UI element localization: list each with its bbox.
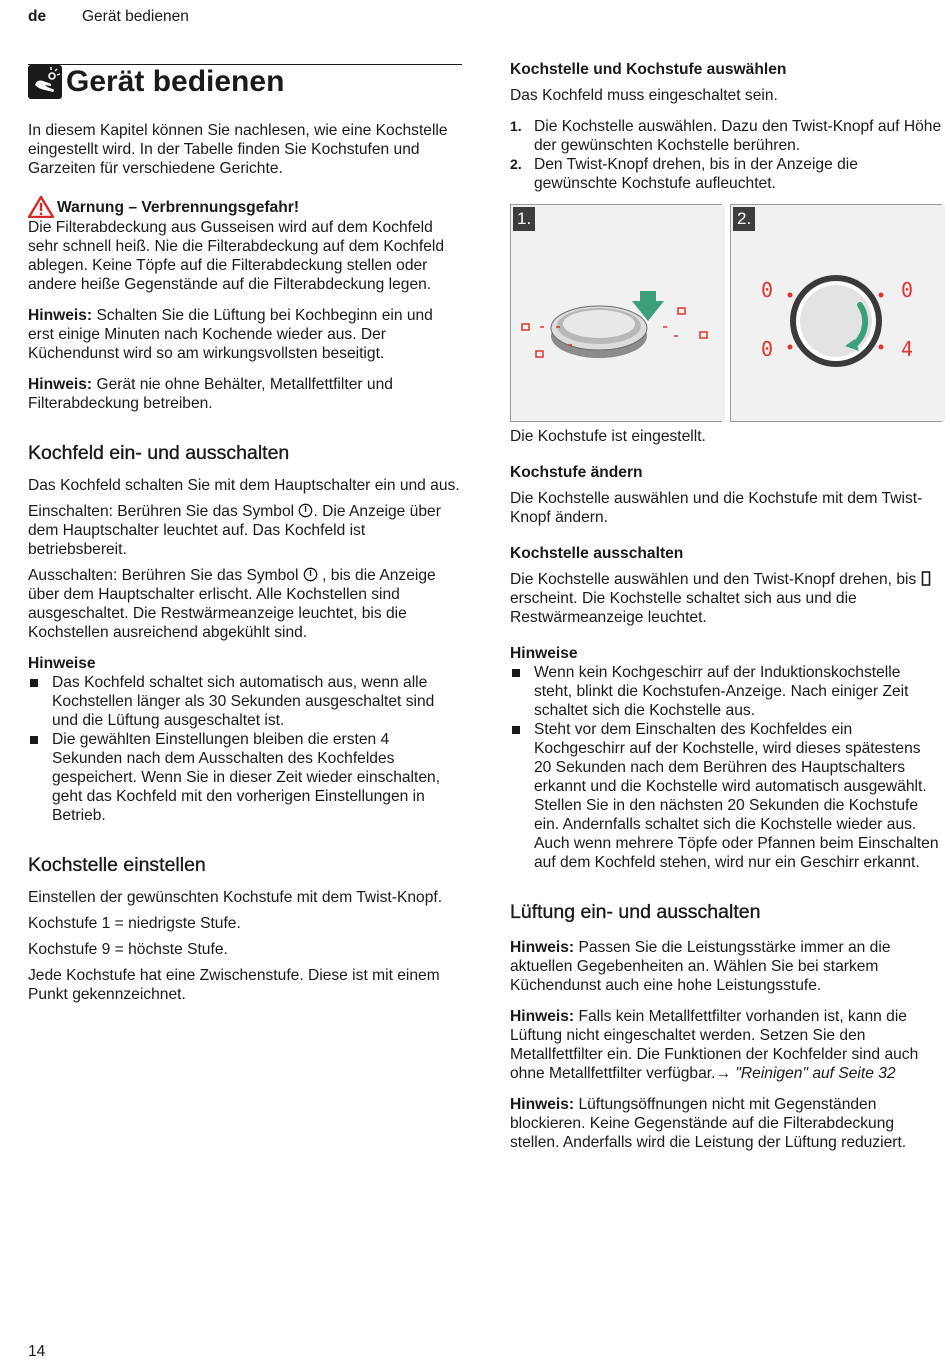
hint-label: Hinweis: bbox=[28, 307, 93, 324]
twist-knob-turn-illustration bbox=[731, 205, 945, 421]
hint-text: Lüftungsöffnungen nicht mit Gegenständen blockieren. Keine Gegenstände auf die Filterabdeckung stellen. Anderfalls wird die Leistung der Lüftung reduziert. bbox=[510, 1096, 907, 1151]
ventilation-hint-power bbox=[510, 938, 942, 995]
hints-list bbox=[510, 663, 942, 834]
hint-text: Passen Sie die Leistungsstärke immer an die aktuellen Gegebenheiten an. Wählen Sie bei starkem Küchendunst auch eine hohe Leistungsstufe. bbox=[510, 939, 891, 994]
figure-caption: Die Kochstufe ist eingestellt. bbox=[510, 428, 706, 445]
warning-text: Die Filterabdeckung aus Gusseisen wird auf dem Kochfeld sehr schnell heiß. Nie die Filterabdeckung auf dem Kochfeld ablegen. Keine Töpfe auf die Filterabdeckung stellen oder andere heiße Gegenstände auf die Filterabdeckung legen. bbox=[28, 219, 445, 293]
hint-label: Hinweis: bbox=[28, 376, 93, 393]
chapter-title-row bbox=[28, 65, 462, 99]
level-display: 0 bbox=[761, 278, 774, 302]
header-section-title: Gerät bedienen bbox=[82, 8, 189, 25]
warning-triangle-icon bbox=[28, 196, 54, 218]
figures-row bbox=[510, 204, 942, 422]
header-language: de bbox=[28, 8, 47, 25]
switch-on-text: Einschalten: Berühren Sie das Symbol bbox=[28, 503, 299, 520]
subheading-switch-off-zone: Kochstelle ausschalten bbox=[510, 545, 684, 562]
list-item: Das Kochfeld schaltet sich automatisch aus, wenn alle Kochstellen länger als 30 Sekunden ausgeschaltet sind und die Lüftung ausgeschaltet ist. bbox=[28, 673, 462, 730]
level-display: 4 bbox=[901, 337, 914, 361]
hints-list bbox=[28, 673, 462, 825]
level-display: 0 bbox=[761, 337, 774, 361]
hints-extra-paragraph: Auch wenn mehrere Töpfe oder Pfannen beim Einschalten auf dem Kochfeld stehen, wird nur ein Geschirr erkannt. bbox=[534, 835, 939, 871]
set-zone-paragraph: Einstellen der gewünschten Kochstufe mit dem Twist-Knopf. bbox=[28, 889, 443, 906]
figure-select-zone bbox=[510, 204, 722, 422]
select-zone-paragraph: Das Kochfeld muss eingeschaltet sein. bbox=[510, 87, 778, 104]
switch-off-zone-text: Die Kochstelle auswählen und den Twist-Knopf drehen, bis bbox=[510, 571, 921, 588]
hints-heading: Hinweise bbox=[28, 655, 96, 672]
ventilation-hint-filter bbox=[510, 1007, 942, 1083]
intermediate-level-paragraph: Jede Kochstufe hat eine Zwischenstufe. Diese ist mit einem Punkt gekennzeichnet. bbox=[28, 967, 440, 1003]
twist-knob-touch-illustration bbox=[511, 205, 725, 421]
step-number: 1. bbox=[510, 118, 522, 134]
cross-reference-link[interactable]: "Reinigen" auf Seite 32 bbox=[731, 1065, 896, 1082]
step-item bbox=[510, 117, 942, 155]
cross-reference-arrow-icon: → bbox=[715, 1065, 732, 1082]
power-icon bbox=[298, 503, 313, 518]
section-title-cooktop-onoff: Kochfeld ein- und ausschalten bbox=[28, 442, 290, 464]
section-title-set-zone: Kochstelle einstellen bbox=[28, 854, 206, 876]
step-item bbox=[510, 155, 942, 193]
switch-on-paragraph bbox=[28, 502, 462, 559]
figure-set-level bbox=[730, 204, 942, 422]
hints-heading: Hinweise bbox=[510, 645, 578, 662]
step-text: Den Twist-Knopf drehen, bis in der Anzeige die gewünschte Kochstufe aufleuchtet. bbox=[534, 156, 858, 192]
warning-title: Warnung – Verbrennungsgefahr! bbox=[57, 198, 300, 216]
switch-on-text-cont: . Die Anzeige über dem Hauptschalter leuchtet auf. Das Kochfeld ist betriebsbereit. bbox=[28, 503, 441, 558]
figure-badge: 1. bbox=[513, 207, 535, 231]
segment-zero-icon bbox=[921, 571, 931, 586]
switch-off-paragraph bbox=[28, 566, 462, 642]
hint-operation bbox=[28, 375, 462, 413]
step-number: 2. bbox=[510, 156, 522, 172]
switch-off-zone-text-cont: erscheint. Die Kochstelle schaltet sich aus und die Restwärmeanzeige leuchtet. bbox=[510, 590, 857, 626]
hint-text: Gerät nie ohne Behälter, Metallfettfilter und Filterabdeckung betreiben. bbox=[28, 376, 393, 412]
hint-text: Falls kein Metallfettfilter vorhanden ist, kann die Lüftung nicht eingeschaltet werden. Setzen Sie den Metallfettfilter ein. Die Funktionen der Kochfelder sind auch ohne Metallfettfilter verfügbar. bbox=[510, 1008, 919, 1082]
section-title-ventilation: Lüftung ein- und ausschalten bbox=[510, 901, 761, 923]
hint-label: Hinweis: bbox=[510, 939, 575, 956]
switch-off-zone-paragraph bbox=[510, 570, 942, 627]
change-level-paragraph: Die Kochstelle auswählen und die Kochstufe mit dem Twist-Knopf ändern. bbox=[510, 490, 923, 526]
list-item: Wenn kein Kochgeschirr auf der Induktionskochstelle steht, blinkt die Kochstufen-Anzeige. Nach einiger Zeit schaltet sich die Kochstelle aus. bbox=[510, 663, 942, 720]
intro-paragraph: In diesem Kapitel können Sie nachlesen, wie eine Kochstelle eingestellt wird. In der Tabelle finden Sie Kochstufen und Garzeiten für verschiedene Gerichte. bbox=[28, 122, 448, 177]
right-column bbox=[510, 60, 942, 1152]
page-title: Gerät bedienen bbox=[66, 65, 285, 98]
power-icon bbox=[303, 567, 318, 582]
level-display: 0 bbox=[901, 278, 914, 302]
switch-off-text-cont: , bis die Anzeige über dem Hauptschalter erlischt. Alle Kochstellen sind ausgeschaltet. Die Restwärmeanzeige leuchtet, bis die Kochstellen ausreichend abgekühlt sind. bbox=[28, 567, 436, 641]
hand-operate-icon bbox=[28, 65, 62, 99]
hint-text: Schalten Sie die Lüftung bei Kochbeginn ein und erst einige Minuten nach Kochende wieder aus. Der Küchendunst wird so am wirkungsvollsten beseitigt. bbox=[28, 307, 433, 362]
ventilation-hint-openings bbox=[510, 1095, 942, 1152]
left-column bbox=[28, 64, 462, 1004]
list-item: Steht vor dem Einschalten des Kochfeldes ein Kochgeschirr auf der Kochstelle, wird dieses spätestens 20 Sekunden nach dem Berühren des Hauptschalters erkannt und die Kochstelle wird automatisch ausgewählt. Stellen Sie in den nächsten 20 Sekunden die Kochstufe ein. Andernfalls schaltet sich die Kochstelle wieder aus. bbox=[510, 720, 942, 834]
level-min-paragraph: Kochstufe 1 = niedrigste Stufe. bbox=[28, 915, 241, 932]
hint-label: Hinweis: bbox=[510, 1008, 575, 1025]
hint-ventilation bbox=[28, 306, 462, 363]
hint-label: Hinweis: bbox=[510, 1096, 575, 1113]
list-item: Die gewählten Einstellungen bleiben die ersten 4 Sekunden nach dem Ausschalten des Kochfeldes gespeichert. Wenn Sie in dieser Zeit wieder einschalten, geht das Kochfeld mit den vorherigen Einstellungen in Betrieb. bbox=[28, 730, 462, 825]
switch-off-text: Ausschalten: Berühren Sie das Symbol bbox=[28, 567, 303, 584]
page-number: 14 bbox=[28, 1343, 46, 1360]
subheading-change-level: Kochstufe ändern bbox=[510, 464, 643, 481]
subheading-select-zone: Kochstelle und Kochstufe auswählen bbox=[510, 61, 787, 78]
figure-badge: 2. bbox=[733, 207, 755, 231]
warning-heading bbox=[28, 196, 462, 218]
level-max-paragraph: Kochstufe 9 = höchste Stufe. bbox=[28, 941, 228, 958]
cooktop-main-switch-paragraph: Das Kochfeld schalten Sie mit dem Hauptschalter ein und aus. bbox=[28, 477, 460, 494]
steps-list bbox=[510, 117, 942, 193]
step-text: Die Kochstelle auswählen. Dazu den Twist-Knopf auf Höhe der gewünschten Kochstelle berühren. bbox=[534, 118, 942, 154]
